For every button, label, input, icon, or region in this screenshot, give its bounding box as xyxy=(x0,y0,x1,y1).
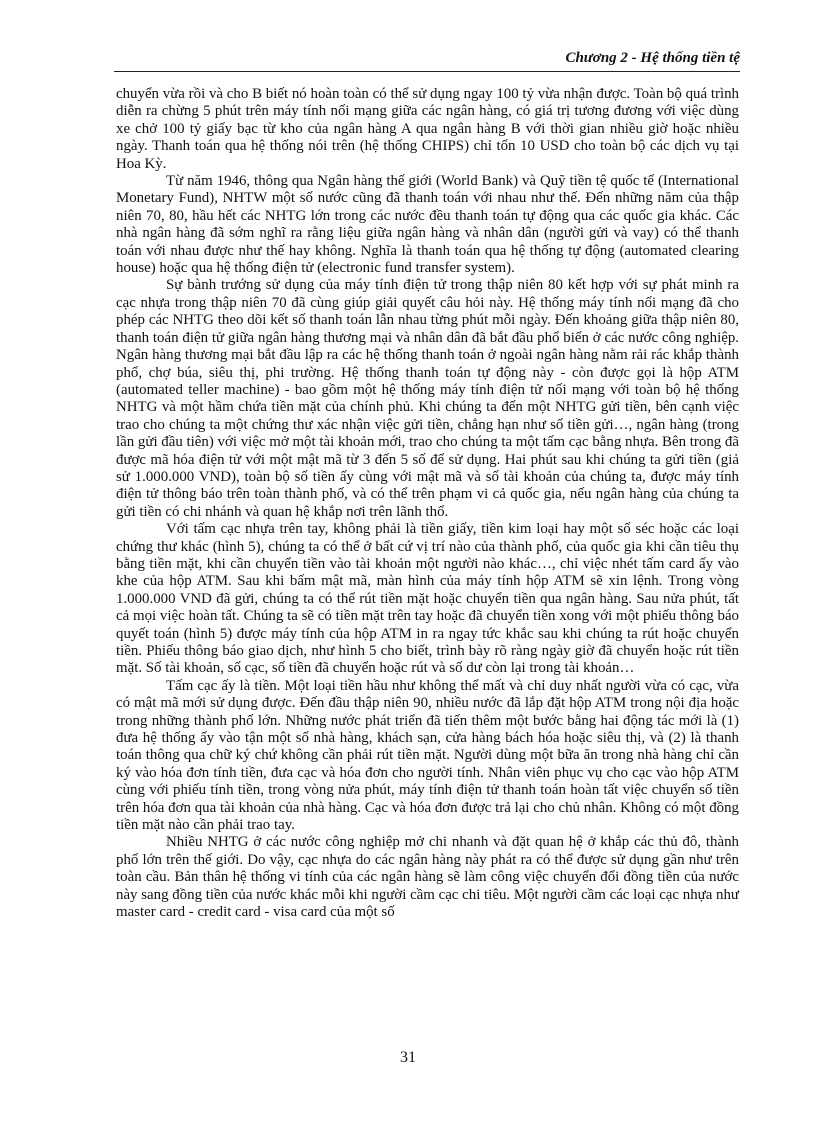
paragraph: Sự bành trướng sử dụng của máy tính điện tử trong thập niên 80 kết hợp với sự phát minh ra cạc nhựa trong thập niên 70 đã cùng giúp giải quyết câu hỏi này. Hệ thống máy tính nối mạng đã cho phép các NHTG theo dõi kết số thanh toán lẫn nhau từng phút mỗi ngày. Đến khoảng giữa thập niên 80, thanh toán điện tử giữa ngân hàng thương mại và nhân dân đã bắt đầu phổ biến ở các nước công nghiệp. Ngân hàng thương mại bắt đầu lập ra các hệ thống thanh toán ở ngoài ngân hàng nằm rải rác khắp thành phố, chợ búa, siêu thị, phi trường. Hệ thống thanh toán tự động này - còn được gọi là hộp ATM (automated teller machine) - bao gồm một hệ thống máy tính điện tử nối mạng với toàn bộ hệ thống NHTG và một hầm chứa tiền mặt của chính phủ. Khi chúng ta đến một NHTG gửi tiền, bên cạnh việc trao cho chúng ta một chứng thư xác nhận việc gửi tiền, chẳng hạn như sổ tiền gửi…, ngân hàng (trong lần gửi đầu tiên) với việc mở một tài khoản mới, trao cho chúng ta một tấm cạc bằng nhựa. Bên trong đã được mã hóa điện tử với một mật mã từ 3 đến 5 số để sử dụng. Hai phút sau khi chúng ta gửi tiền (giả sử 1.000.000 VND), toàn bộ số tiền ấy cùng với mật mã và số tài khoản của chúng ta, được máy tính điện tử thông báo trên toàn thành phố, và có thể trên phạm vi cả quốc gia, nếu ngân hàng của chúng ta gửi tiền có chi nhánh và quan hệ khắp nơi trên lãnh thổ. xyxy=(116,277,739,520)
header-rule xyxy=(114,71,740,72)
chapter-title: Chương 2 - Hệ thống tiền tệ xyxy=(565,50,740,66)
paragraph: Với tấm cạc nhựa trên tay, không phải là tiền giấy, tiền kim loại hay một số séc hoặc các loại chứng thư khác (hình 5), chúng ta có thể ở bất cứ vị trí nào của thành phố, của quốc gia khi cần tiêu thụ bằng tiền mặt, khi cần chuyển tiền vào tài khoản một người nào khác…, chỉ việc nhét tấm card ấy vào khe của hộp ATM. Sau khi bấm mật mã, màn hình của máy tính hộp ATM sẽ xin lệnh. Trong vòng 1.000.000 VND đã gửi, chúng ta có thể rút tiền mặt hoặc chuyển tiền qua ngân hàng. Sau nửa phút, tất cả mọi việc hoàn tất. Chúng ta sẽ có tiền mặt trên tay hoặc đã chuyển tiền xong với một phiếu thông báo quyết toán (hình 5) được máy tính của hộp ATM in ra ngay tức khắc sau khi chúng ta rút hoặc chuyển tiền. Phiếu thông báo giao dịch, như hình 5 cho biết, trình bày rõ ràng ngày giờ đã chuyển hoặc rút tiền mặt. Số tài khoản, số cạc, số tiền đã chuyển hoặc rút và số dư còn lại trong tài khoản… xyxy=(116,521,739,677)
page-number: 31 xyxy=(400,1049,416,1066)
paragraph: Từ năm 1946, thông qua Ngân hàng thế giới (World Bank) và Quỹ tiền tệ quốc tế (International Monetary Fund), NHTW một số nước cũng đã thanh toán với nhau như thế. Đến những năm của thập niên 70, 80, hầu hết các NHTG lớn trong các nước đều thanh toán tự động qua các quốc gia khác. Các nhà ngân hàng đã sớm nghĩ ra rằng liệu giữa ngân hàng và nhân dân (người gửi và vay) có thể thanh toán với nhau được như thế hay không. Nghĩa là thanh toán qua hệ thống tự động (automated clearing house) hoặc qua hệ thống điện tử (electronic fund transfer system). xyxy=(116,173,739,277)
paragraph: chuyển vừa rồi và cho B biết nó hoàn toàn có thể sử dụng ngay 100 tỷ vừa nhận được. Toàn bộ quá trình diễn ra chừng 5 phút trên máy tính nối mạng giữa các ngân hàng, có giá trị tương đương với việc dùng xe chở 100 tỷ giấy bạc từ kho của ngân hàng A qua ngân hàng B với thời gian nhiều giờ hoặc nhiều ngày. Thanh toán qua hệ thống nói trên (hệ thống CHIPS) chỉ tốn 10 USD cho toàn bộ các dịch vụ tại Hoa Kỳ. xyxy=(116,86,739,172)
body-text xyxy=(116,86,739,922)
paragraph: Nhiều NHTG ở các nước công nghiệp mở chi nhanh và đặt quan hệ ở khắp các thủ đô, thành phố lớn trên thế giới. Do vậy, cạc nhựa do các ngân hàng này phát ra có thể được sử dụng gần như trên toàn cầu. Bản thân hệ thống vi tính của các ngân hàng sẽ làm công việc chuyển đổi đồng tiền của nước này sang đồng tiền của nước khác mỗi khi người cầm cạc chi tiêu. Một người cầm các loại cạc nhựa như master card - credit card - visa card của một số xyxy=(116,834,739,921)
paragraph: Tấm cạc ấy là tiền. Một loại tiền hầu như không thể mất và chỉ duy nhất người vừa có cạc, vừa có mật mã mới sử dụng được. Đến đầu thập niên 90, nhiều nước đã lắp đặt hộp ATM trong nội địa hoặc trong những thành phố lớn. Những nước phát triển đã tiến thêm một bước bằng hai động tác mới là (1) đưa hệ thống ấy vào tận một số nhà hàng, khách sạn, cửa hàng bách hóa hoặc siêu thị, và (2) là thanh toán thông qua chữ ký chứ không cần phải rút tiền mặt. Người dùng một bữa ăn trong nhà hàng chỉ cần ký vào hóa đơn tính tiền, đưa cạc và hóa đơn cho người tính. Nhân viên phục vụ cho cạc vào hộp ATM cùng với phiếu tính tiền, trong vòng nửa phút, máy tính điện tử thanh toán hoàn tất việc chuyển số tiền trên hóa đơn qua tài khoản của nhà hàng. Cạc và hóa đơn được trả lại cho chủ nhân. Không có một đồng tiền mặt nào cần phải trao tay. xyxy=(116,677,739,834)
page-header xyxy=(0,0,816,80)
